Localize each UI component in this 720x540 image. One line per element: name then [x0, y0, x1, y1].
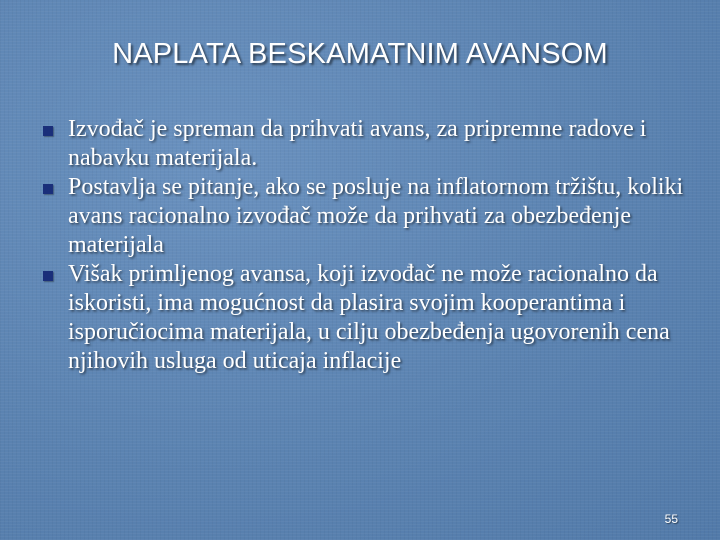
bullet-item: [38, 115, 688, 173]
bullet-item: [38, 260, 688, 376]
slide-title: NAPLATA BESKAMATNIM AVANSOM: [112, 38, 608, 70]
bullet-list: [38, 115, 688, 376]
square-bullet-icon: [43, 271, 53, 281]
bullet-text: Višak primljenog avansa, koji izvođač ne može racionalno da iskoristi, ima mogućnost da plasira svojim kooperantima i isporučiocima materijala, u cilju obezbeđenja ugovorenih cena njihovih usluga od uticaja inflacije: [68, 261, 670, 374]
bullet-text: Izvođač je spreman da prihvati avans, za pripremne radove i nabavku materijala.: [68, 116, 647, 171]
bullet-item: [38, 173, 688, 260]
square-bullet-icon: [43, 126, 53, 136]
page-number: 55: [664, 512, 678, 526]
bullet-text: Postavlja se pitanje, ako se posluje na inflatornom tržištu, koliki avans racionalno izvođač može da prihvati za obezbeđenje materijala: [68, 174, 684, 258]
square-bullet-icon: [43, 184, 53, 194]
